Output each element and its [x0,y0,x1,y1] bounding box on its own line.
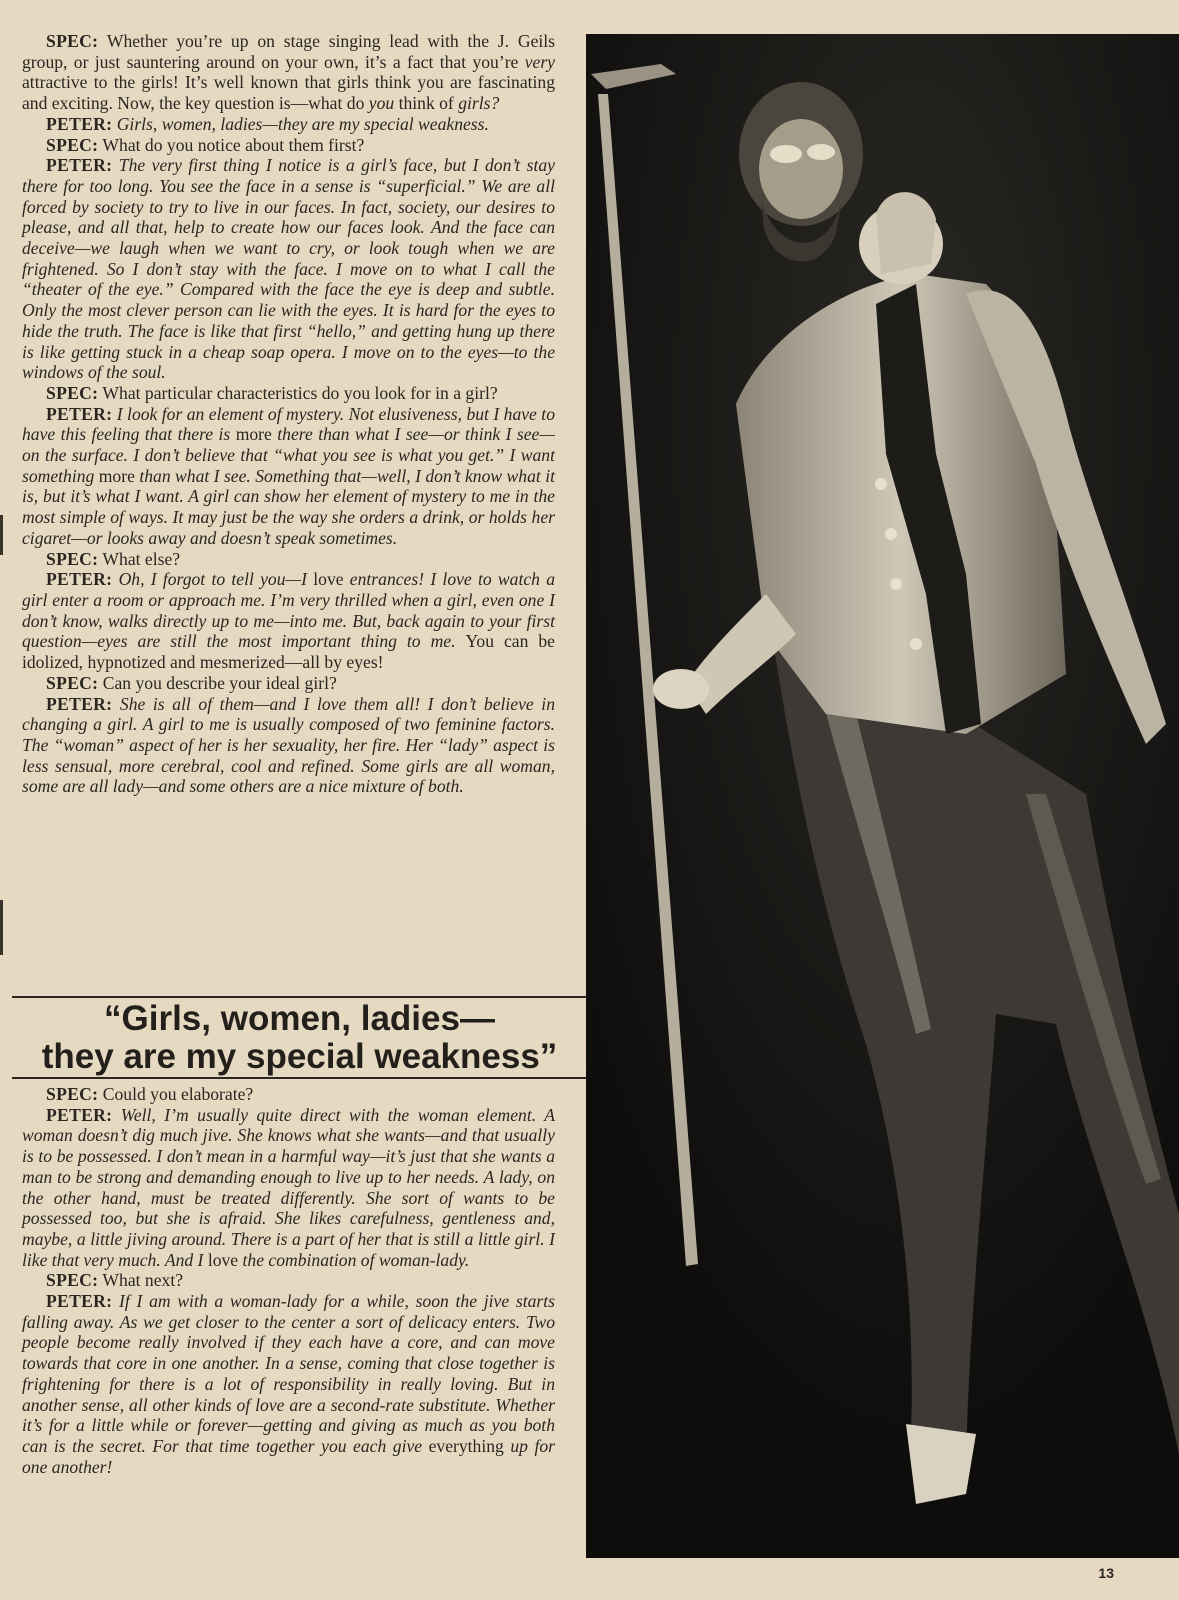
pull-quote-top-rule [12,996,587,998]
interview-text: very [524,51,555,72]
interview-text: everything [428,1435,504,1456]
interview-paragraph [22,673,555,694]
interview-paragraph [22,549,555,570]
interview-text: girls? [458,93,500,114]
interview-text: Girls, women, ladies—they are my special weakness. [112,113,489,134]
interview-text: Well, I’m usually quite direct with the woman element. A woman doesn’t dig much jive. She knows what she wants—and that usually is to be possessed. I don’t mean in a harmful way—it’s just that she wants a man to be strong and demanding enough to live up to her needs. A lady, on the other hand, must be treated differently. She sort of wants to be possessed too, but she is afraid. She likes carefulness, gentleness and, maybe, a little jiving around. There is a part of her that is still a little girl. I like that very much. And I [22,1104,555,1270]
pull-quote-bottom-rule [12,1077,587,1079]
interview-text: up for one another! [22,1435,555,1477]
pull-quote [12,1000,587,1076]
interview-text: I look for an element of mystery. Not elusiveness, but I have to have this feeling that there is [22,403,555,445]
interview-text: than what I see. Something that—well, I don’t know what it is, but it’s what I want. A girl can show her element of mystery to me in the most simple of ways. It may just be the way she orders a drink, or holds her cigaret—or looks away and doesn’t speak sometimes. [22,465,555,548]
page-edge-mark [0,515,3,555]
interview-paragraph [22,569,555,673]
interview-text: think of [394,93,459,114]
interview-text: there than what I see—or think I see—on the surface. I don’t believe that “what you see is what you get.” I want something [22,424,556,486]
page-number: 13 [1098,1565,1114,1581]
speaker-label: SPEC: [46,548,99,569]
interview-text: more [98,465,135,486]
speaker-label: PETER: [46,569,113,590]
speaker-label: PETER: [46,113,113,134]
interview-text: attractive to the girls! It’s well known that girls think you are fascinating and exciting. Now, the key question is—what do [22,72,555,114]
speaker-label: SPEC: [46,382,99,403]
interview-text: What do you notice about them first? [98,134,365,155]
interview-text: the combination of woman-lady. [238,1249,470,1270]
interview-column-bottom [22,1084,555,1477]
interview-text: Oh, I forgot to tell you—I [112,569,314,590]
pull-quote-line-2: they are my special weakness” [41,1037,558,1076]
speaker-label: SPEC: [46,1084,99,1104]
interview-paragraph [22,694,555,798]
speaker-label: SPEC: [46,1270,99,1291]
interview-paragraph [22,114,555,135]
interview-paragraph [22,383,555,404]
interview-paragraph [22,31,555,114]
interview-text: entrances! I love to watch a girl enter a room or approach me. I’m very thrilled when a girl, even one I don’t know, walks directly up to me—into me. But, back again to your first question—eyes are still the most important thing to me. [22,569,555,652]
speaker-label: PETER: [46,155,113,176]
interview-text: What particular characteristics do you look for in a girl? [98,382,498,403]
interview-text: What next? [98,1270,184,1291]
pull-quote-line-1: “Girls, women, ladies— [104,999,495,1038]
interview-text: You can be idolized, hypnotized and mesmerized—all by eyes! [22,631,555,673]
speaker-label: SPEC: [46,672,99,693]
speaker-label: SPEC: [46,134,99,155]
speaker-label: PETER: [46,693,113,714]
page-edge-mark [0,900,3,955]
interview-text: If I am with a woman-lady for a while, soon the jive starts falling away. As we get closer to the center a sort of delicacy enters. Two people become really involved if they each have a core, and can move towards that core in one another. In a sense, coming that close together is frightening for there is a lot of responsibility in really loving. But in another sense, all other kinds of love are a second-rate substitute. Whether it’s for a little while or forever—getting and giving as much as you both can is the secret. For that time together you each give [22,1291,555,1456]
interview-paragraph [22,1291,555,1477]
speaker-label: PETER: [46,403,113,424]
interview-text: She is all of them—and I love them all! I don’t believe in changing a girl. A girl to me is usually composed of two feminine factors. The “woman” aspect of her is her sexuality, her fire. Her “lady” aspect is less sensual, more cerebral, cool and refined. Some girls are all woman, some are all lady—and some others are a nice mixture of both. [22,693,555,797]
concert-photo [586,34,1179,1558]
interview-text: you [368,93,395,114]
performer-photo-illustration [586,34,1179,1558]
interview-paragraph [22,1270,555,1291]
interview-paragraph [22,155,555,383]
interview-paragraph [22,135,555,156]
interview-text: Whether you’re up on stage singing lead with the J. Geils group, or just sauntering around on your own, it’s a fact that you’re [22,31,555,72]
speaker-label: PETER: [46,1291,113,1312]
speaker-label: SPEC: [46,31,99,51]
interview-text: love [313,569,344,590]
interview-column-top [22,31,555,797]
interview-paragraph [22,404,555,549]
speaker-label: PETER: [46,1104,113,1125]
interview-text: more [235,424,272,445]
interview-paragraph [22,1084,555,1105]
interview-text: The very first thing I notice is a girl’s face, but I don’t stay there for too long. You see the face in a sense is “superficial.” We are all forced by society to try to live in our faces. In fact, society, our desires to please, and all that, help to create how our faces look. And the face can deceive—we laugh when we want to cry, or look tough when we are frightened. So I don’t stay with the face. I move on to what I call the “theater of the eye.” Compared with the face the eye is deep and subtle. Only the most clever person can lie with the eyes. It is hard for the eyes to hide the truth. The face is like that first “hello,” and getting hung up there is like getting stuck in a cheap soap opera. I move on to the eyes—to the windows of the soul. [22,155,555,383]
interview-paragraph [22,1105,555,1271]
interview-text: What else? [98,548,181,569]
interview-text: Could you elaborate? [98,1084,254,1104]
interview-text: Can you describe your ideal girl? [98,672,337,693]
interview-text: love [207,1249,239,1270]
